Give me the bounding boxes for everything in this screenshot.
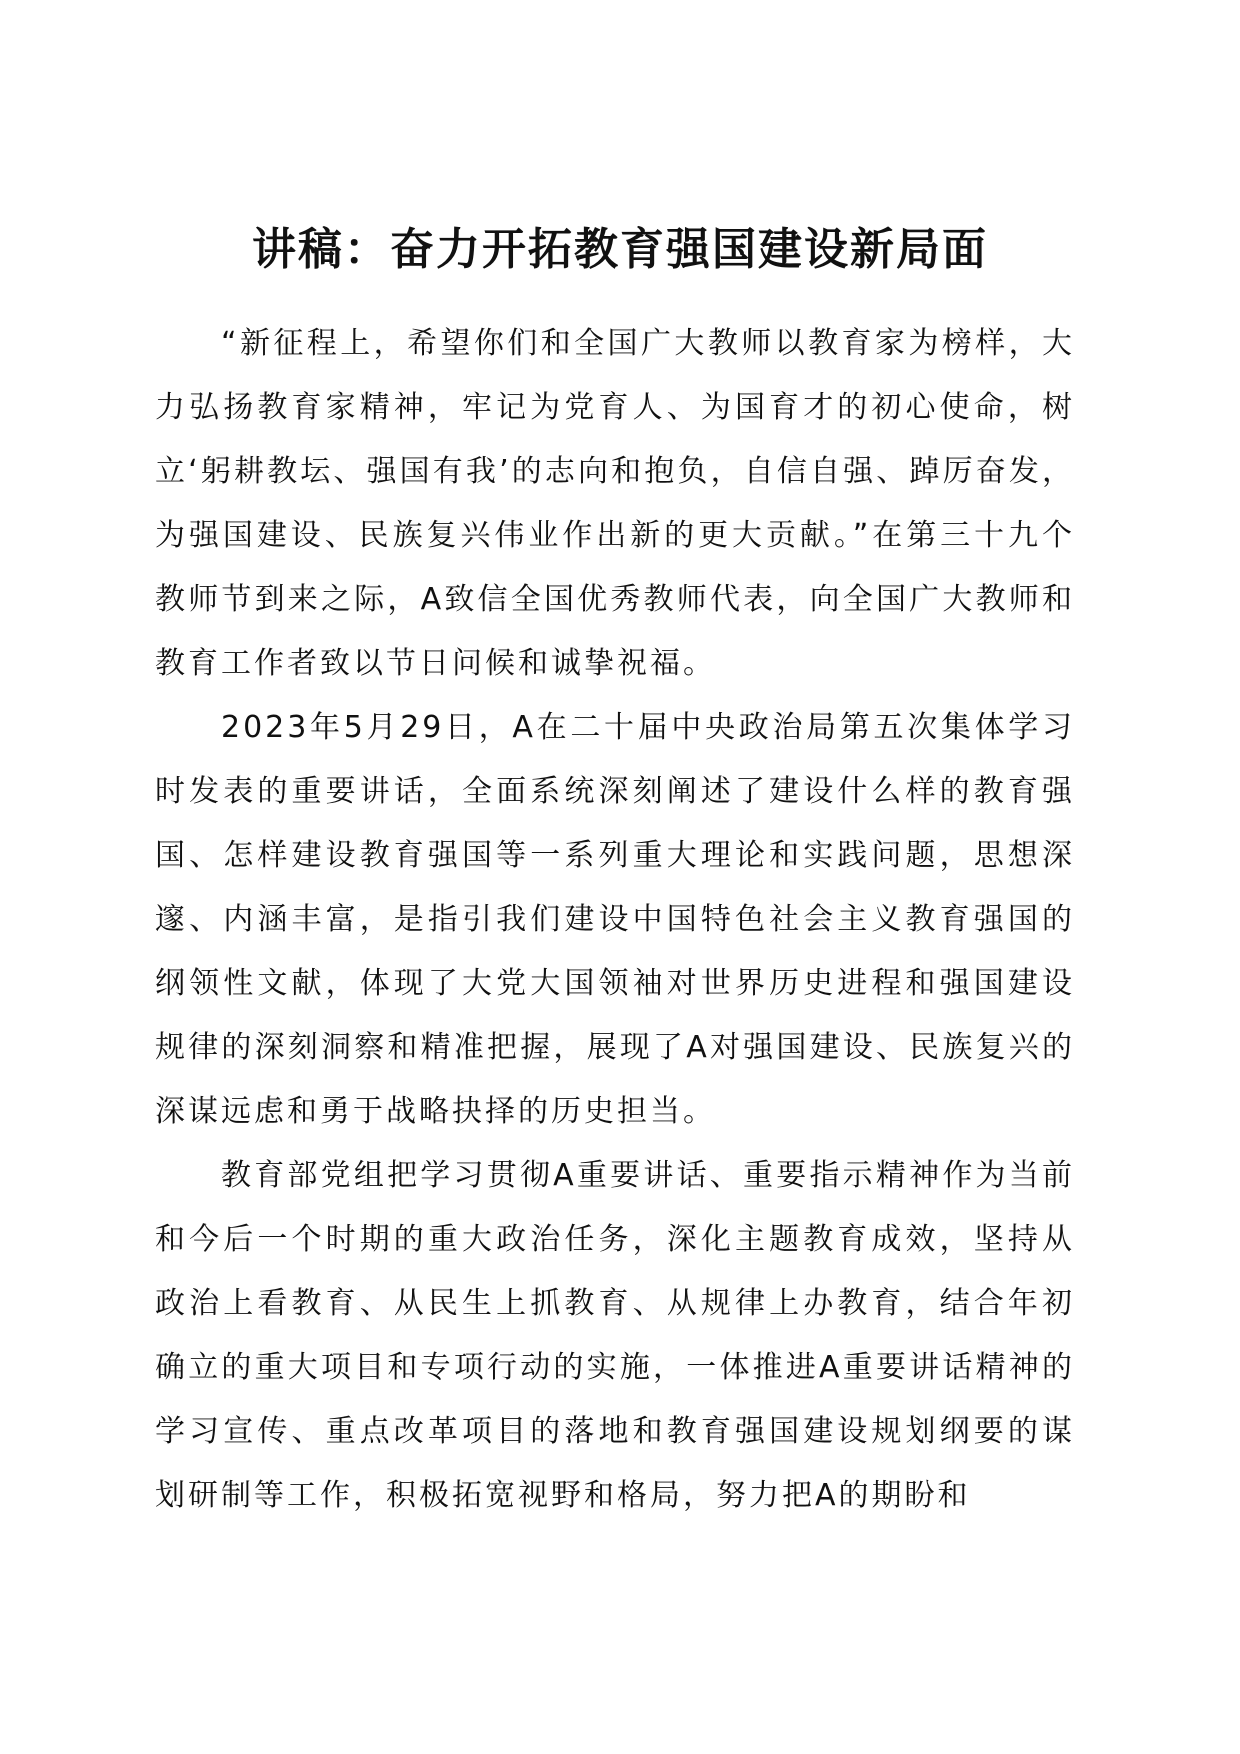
paragraph: 教育部党组把学习贯彻A重要讲话、重要指示精神作为当前和今后一个时期的重大政治任务，深化主题教育成效，坚持从政治上看教育、从民生上抓教育、从规律上办教育，结合年初确立的重大项目和专项行动的实施，一体推进A重要讲话精神的学习宣传、重点改革项目的落地和教育强国建设规划纲要的谋划研制等工作，积极拓宽视野和格局，努力把A的期盼和 bbox=[155, 1158, 1075, 1513]
document-body bbox=[155, 312, 1075, 1528]
paragraph: “新征程上，希望你们和全国广大教师以教育家为榜样，大力弘扬教育家精神，牢记为党育人、为国育才的初心使命，树立‘躬耕教坛、强国有我’的志向和抱负，自信自强、踔厉奋发，为强国建设、民族复兴伟业作出新的更大贡献。”在第三十九个教师节到来之际，A致信全国优秀教师代表，向全国广大教师和教育工作者致以节日问候和诚挚祝福。 bbox=[155, 326, 1075, 681]
document-title: 讲稿：奋力开拓教育强国建设新局面 bbox=[252, 224, 988, 275]
paragraph: 2023年5月29日，A在二十届中央政治局第五次集体学习时发表的重要讲话，全面系统深刻阐述了建设什么样的教育强国、怎样建设教育强国等一系列重大理论和实践问题，思想深邃、内涵丰富，是指引我们建设中国特色社会主义教育强国的纲领性文献，体现了大党大国领袖对世界历史进程和强国建设规律的深刻洞察和精准把握，展现了A对强国建设、民族复兴的深谋远虑和勇于战略抉择的历史担当。 bbox=[155, 710, 1075, 1129]
